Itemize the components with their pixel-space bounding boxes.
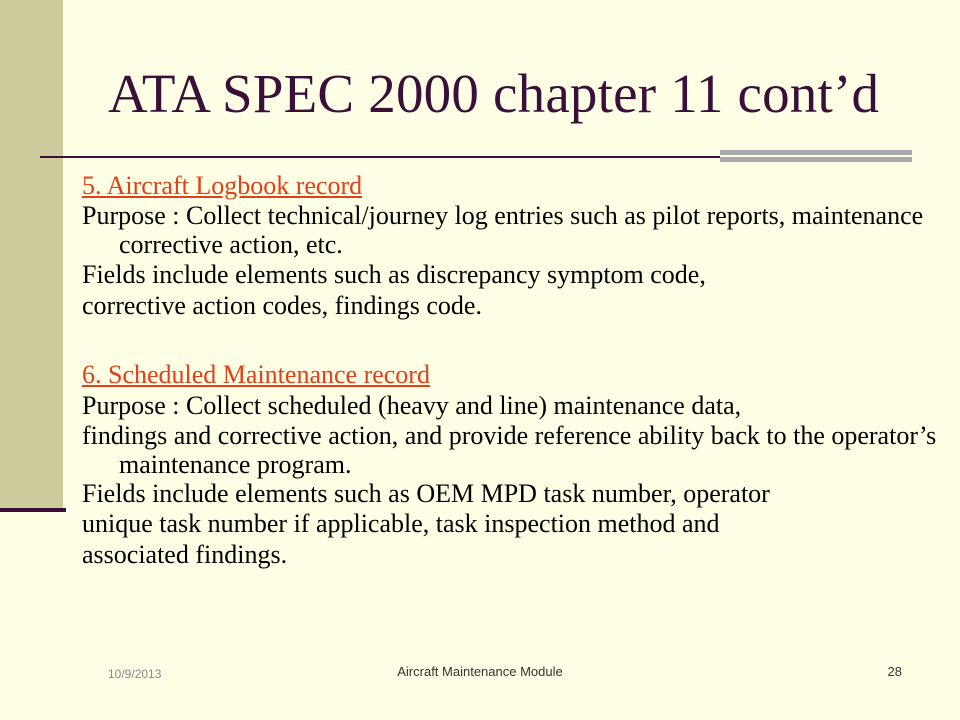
title-rule-accent-gap (720, 155, 912, 157)
section-purpose: Purpose : Collect technical/journey log entries such as pilot reports, maintenance corrective action, etc. (82, 201, 924, 259)
side-decoration-line (0, 508, 66, 512)
section-purpose: Purpose : Collect scheduled (heavy and line) maintenance data, (82, 391, 742, 420)
page-number: 28 (887, 664, 902, 679)
section-fields: associated findings. (82, 540, 288, 569)
title-rule (40, 156, 720, 158)
section-fields: unique task number if applicable, task inspection method and (82, 509, 720, 538)
section-fields: Fields include elements such as OEM MPD task number, operator (82, 479, 770, 508)
section-fields: corrective action codes, findings code. (82, 291, 482, 320)
section-fields: Fields include elements such as discrepancy symptom code, (82, 260, 706, 289)
section-heading: 6. Scheduled Maintenance record (82, 360, 430, 389)
section-purpose: findings and corrective action, and provide reference ability back to the operator’s maintenance program. (82, 421, 937, 479)
slide-title: ATA SPEC 2000 chapter 11 cont’d (108, 63, 880, 124)
section-heading: 5. Aircraft Logbook record (82, 171, 363, 200)
footer-title: Aircraft Maintenance Module (397, 664, 563, 679)
slide-body (82, 170, 942, 570)
footer-date: 10/9/2013 (108, 667, 162, 681)
side-decoration-bar (0, 0, 63, 511)
